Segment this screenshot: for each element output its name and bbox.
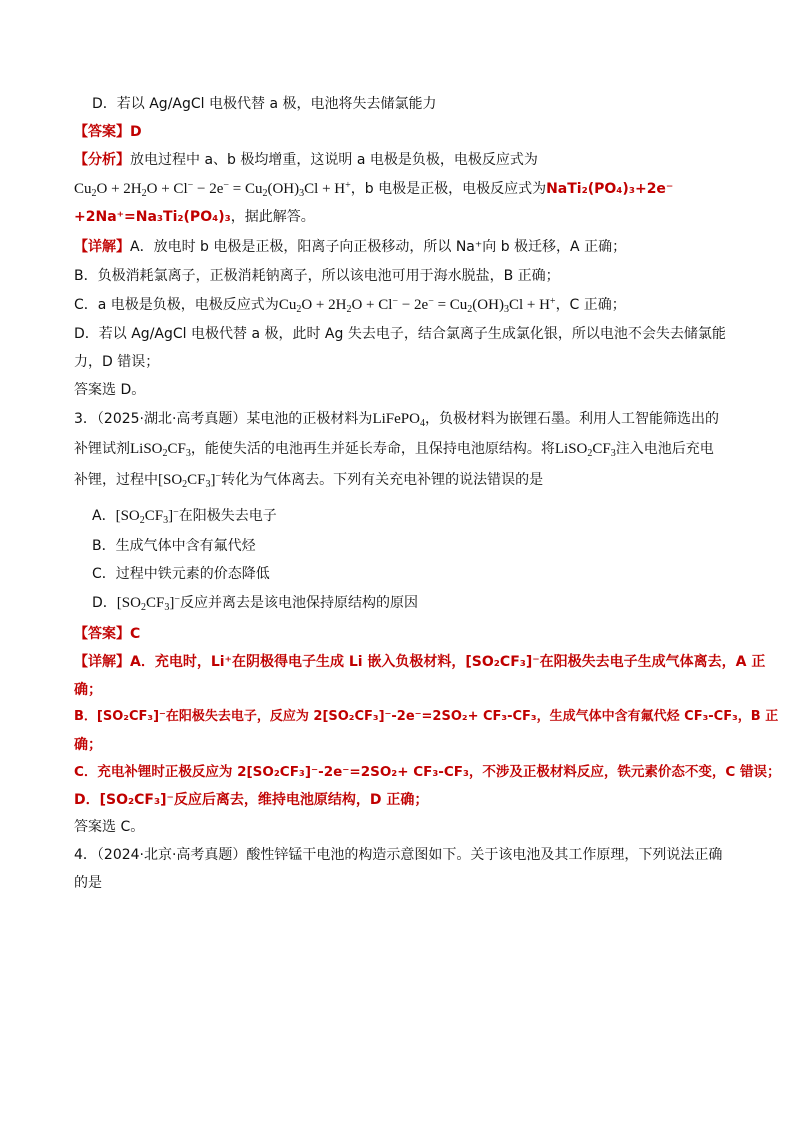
- q2-option-d: D．若以 Ag/AgCl 电极代替 a 极，电池将失去储氯能力: [92, 96, 437, 112]
- q3-final-answer: 答案选 C。: [74, 819, 145, 835]
- detail-tag: 【详解】: [74, 654, 130, 670]
- q2-detail-c: C．a 电极是负极，电极反应式为$Cu_2O + 2H_2O + Cl^- - 2e^- = Cu_2(OH)_3Cl + H^+$，C 正确；: [74, 296, 626, 315]
- equation-cathode: NaTi₂(PO₄)₃+2e⁻: [546, 181, 674, 197]
- detail-tag: 【详解】: [74, 239, 130, 255]
- q2-analysis-line1: [74, 150, 538, 170]
- detail-text: A．放电时 b 电极是正极，阳离子向正极移动，所以 Na⁺向 b 极迁移，A 正确；: [130, 239, 627, 255]
- answer-tag: 【答案】: [74, 626, 130, 642]
- q2-detail-d-1: D．若以 Ag/AgCl 电极代替 a 极，此时 Ag 失去电子，结合氯离子生成氯化银，所以电池不会失去储氯能: [74, 326, 726, 342]
- equation-anode: $Cu_2O + 2H_2O + Cl^- - 2e^- = Cu_2(OH)_3Cl + H^+$: [74, 180, 351, 199]
- q3-detail-a-1: [74, 652, 765, 672]
- q2-detail-b: B．负极消耗氯离子，正极消耗钠离子，所以该电池可用于海水脱盐，B 正确；: [74, 268, 560, 284]
- q3-detail-a-2: 确；: [74, 682, 102, 698]
- equation-anode-repeat: $Cu_2O + 2H_2O + Cl^- - 2e^- = Cu_2(OH)_3Cl + H^+$: [278, 296, 556, 315]
- analysis-text: ，据此解答。: [230, 209, 315, 225]
- q4-stem-line2: 的是: [74, 875, 102, 891]
- formula-so2cf3-ion: $[SO_2CF_3]^-$: [115, 507, 179, 526]
- q4-stem-line1: 4．（2024·北京·高考真题）酸性锌锰干电池的构造示意图如下。关于该电池及其工作原理，下列说法正确: [74, 847, 723, 863]
- equation-cathode-cont: +2Na⁺=Na₃Ti₂(PO₄)₃: [74, 209, 231, 225]
- answer-value: D: [130, 124, 142, 140]
- q3-stem-line2: 补锂试剂$LiSO_2CF_3$，能使失活的电池再生并延长寿命，且保持电池原结构。将$LiSO_2CF_3$注入电池后充电: [74, 441, 714, 459]
- q3-answer: [74, 624, 140, 644]
- q3-stem-line1: 3．（2025·湖北·高考真题）某电池的正极材料为LiFePO$_4$，负极材料为嵌锂石墨。利用人工智能筛选出的: [74, 411, 719, 429]
- q3-detail-b-2: 确；: [74, 737, 102, 753]
- analysis-text: ，b 电极是正极，电极反应式为: [350, 181, 547, 197]
- q2-detail-a: [74, 237, 626, 257]
- q3-option-c: C．过程中铁元素的价态降低: [92, 566, 270, 582]
- formula-so2cf3-ion: $[SO_2CF_3]^-$: [158, 471, 222, 490]
- answer-tag: 【答案】: [74, 124, 130, 140]
- analysis-tag: 【分析】: [74, 152, 130, 168]
- q3-stem-line3: 补锂，过程中$[SO_2CF_3]^-$转化为气体离去。下列有关充电补锂的说法错误的是: [74, 471, 544, 490]
- q2-analysis-line3: [74, 207, 315, 227]
- q3-option-b: B．生成气体中含有氟代烃: [92, 538, 256, 554]
- q2-analysis-line2: [74, 179, 673, 199]
- formula-lifepo4: LiFePO$_4$: [372, 411, 425, 429]
- formula-so2cf3-ion: $[SO_2CF_3]^-$: [116, 594, 180, 613]
- q3-detail-b-1: B．[SO₂CF₃]⁻在阳极失去电子，反应为 2[SO₂CF₃]⁻-2e⁻=2SO₂+ CF₃-CF₃，生成气体中含有氟代烃 CF₃-CF₃，B 正: [74, 709, 779, 724]
- formula-liso2cf3: $LiSO_2CF_3$: [130, 441, 191, 459]
- answer-value: C: [130, 626, 141, 642]
- analysis-text: 放电过程中 a、b 极均增重，这说明 a 电极是负极，电极反应式为: [130, 152, 538, 168]
- q3-detail-d: D．[SO₂CF₃]⁻反应后离去，维持电池原结构，D 正确；: [74, 792, 429, 808]
- q2-detail-d-2: 力，D 错误；: [74, 354, 160, 370]
- q2-final-answer: 答案选 D。: [74, 382, 146, 398]
- detail-text: A．充电时，Li⁺在阴极得电子生成 Li 嵌入负极材料，[SO₂CF₃]⁻在阳极失去电子生成气体离去，A 正: [130, 654, 766, 670]
- formula-liso2cf3: $LiSO_2CF_3$: [554, 441, 616, 459]
- q3-detail-c: C．充电补锂时正极反应为 2[SO₂CF₃]⁻-2e⁻=2SO₂+ CF₃-CF₃，不涉及正极材料反应，铁元素价态不变，C 错误；: [74, 764, 781, 780]
- q3-option-d: D．$[SO_2CF_3]^-$反应并离去是该电池保持原结构的原因: [92, 594, 418, 613]
- q3-option-a: A．$[SO_2CF_3]^-$在阳极失去电子: [92, 507, 277, 526]
- q2-answer: [74, 122, 142, 142]
